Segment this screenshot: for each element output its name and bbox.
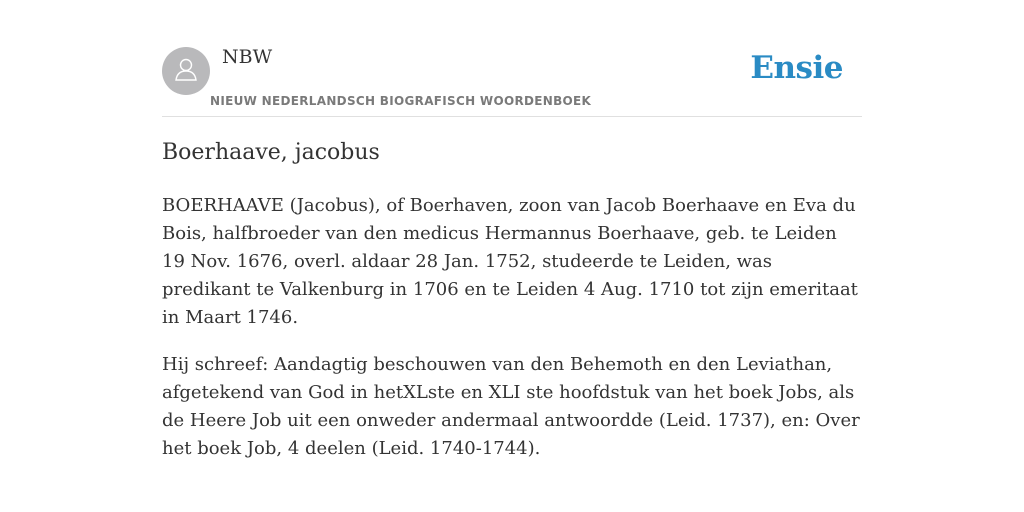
entry-paragraph: BOERHAAVE (Jacobus), of Boerhaven, zoon van Jacob Boerhaave en Eva du Bois, halfbroeder van den medicus Hermannus Boerhaave, geb. te Leiden 19 Nov. 1676, overl. aldaar 28 Jan. 1752, studeerde te Leiden, was predikant te Valkenburg in 1706 en te Leiden 4 Aug. 1710 tot zijn emeritaat in Maart 1746. [162, 195, 858, 328]
source-full-name: NIEUW NEDERLANDSCH BIOGRAFISCH WOORDENBOEK [210, 94, 592, 108]
entry-title: Boerhaave, jacobus [162, 140, 380, 165]
source-abbreviation[interactable]: NBW [222, 46, 273, 68]
source-header [162, 0, 862, 117]
source-avatar[interactable] [162, 47, 210, 95]
entry-body [162, 192, 862, 482]
brand-logo[interactable]: Ensie [750, 50, 843, 86]
entry-card [162, 0, 862, 459]
entry-paragraph: Hij schreef: Aandagtig beschouwen van den Behemoth en den Leviathan, afgetekend van God in hetXLste en XLI ste hoofdstuk van het boek Jobs, als de Heere Job uit een onweder andermaal antwoordde (Leid. 1737), en: Over het boek Job, 4 deelen (Leid. 1740-1744). [162, 354, 860, 459]
user-icon [171, 54, 201, 89]
